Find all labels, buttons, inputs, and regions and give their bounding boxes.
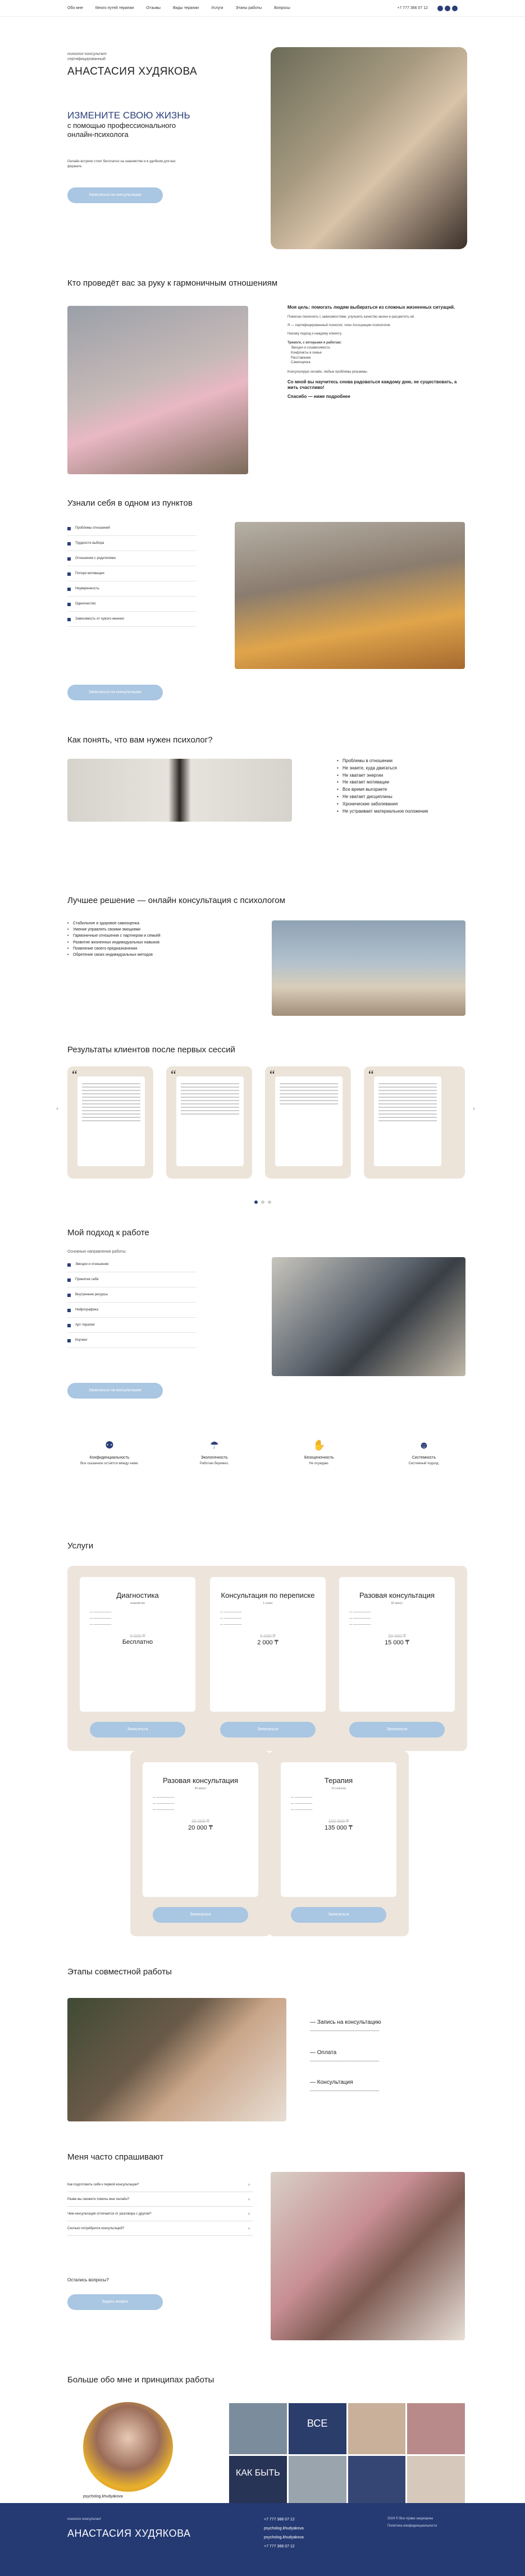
service-title: Диагностика <box>116 1591 159 1599</box>
value-item <box>382 1439 466 1466</box>
review-screenshot <box>77 1076 145 1166</box>
about-photo <box>67 306 248 474</box>
value-title: Конфиденциальность <box>89 1456 130 1460</box>
service-title: Разовая консультация <box>359 1591 435 1599</box>
faq-photo <box>271 2172 465 2340</box>
service-duration: 90 минут <box>194 1786 207 1790</box>
service-duration: 10 сеансов <box>331 1786 346 1790</box>
service-price: 135 000 ₸ <box>325 1824 353 1831</box>
service-old-price: 20 000 ₸ <box>388 1633 406 1639</box>
about-list-title: Тревоги, с которыми я работаю: <box>287 341 342 345</box>
step-label: Запись на консультацию <box>317 2019 381 2025</box>
about-list-item: Самооценка <box>291 361 311 365</box>
service-card: Терапия 10 сеансов — ───────── — ───────── — ───────── 150 000 ₸ 135 000 ₸ Записаться <box>268 1751 409 1936</box>
service-title: Разовая консультация <box>162 1776 239 1785</box>
sea-photo <box>272 920 465 1016</box>
service-card: Консультация по переписке 1 сеанс — ───────── — ───────── — ───────── 5 000 ₸ 2 000 ₸ Записаться <box>198 1566 338 1751</box>
service-button[interactable]: Записаться <box>90 1722 185 1738</box>
footer-name: АНАСТАСИЯ ХУДЯКОВА <box>67 2528 191 2539</box>
value-desc: Системный подход. <box>408 1462 440 1465</box>
section-title: Мой подход к работе <box>67 1228 149 1237</box>
quote-icon: “ <box>270 1067 275 1081</box>
list-item: • Умение управлять своими эмоциями <box>67 927 219 933</box>
values-row <box>67 1439 466 1466</box>
list-item: Трудности выбора <box>67 536 197 551</box>
faq-item[interactable] <box>67 2192 253 2207</box>
about-emph: Со мной вы научитесь снова радоваться каждому дню, не существовать, а жить счастливо! <box>287 379 457 390</box>
dot[interactable] <box>268 1200 271 1204</box>
about-p1: Помогаю покончить с зависимостями, улучшить качество жизни и расцветить её. <box>287 315 415 319</box>
list-item: Неуверенность <box>67 581 197 597</box>
list-item: • Развитие жизненных индивидуальных навыков <box>67 939 219 946</box>
hero-text: Онлайн-встречи стоят бесплатно на знакомстве и в удобном для вас формате. <box>67 160 176 168</box>
value-desc: Все сказанное остаётся между нами. <box>80 1462 139 1465</box>
service-price: 15 000 ₸ <box>385 1639 409 1646</box>
value-desc: Не осуждаю. <box>309 1462 330 1465</box>
step-label: Оплата <box>317 2049 337 2056</box>
hero-photo <box>271 47 467 249</box>
service-button[interactable]: Записаться <box>291 1907 386 1923</box>
plus-icon: + <box>247 2197 250 2202</box>
hero-cta-button[interactable]: Записаться на консультацию <box>67 187 163 203</box>
whatsapp-icon[interactable] <box>437 6 443 11</box>
service-card: Разовая консультация 90 минут — ───────── — ───────── — ───────── 25 000 ₸ 20 000 ₸ Записаться <box>130 1751 271 1936</box>
service-button[interactable]: Записаться <box>349 1722 445 1738</box>
approach-sub: Основные направления работы: <box>67 1250 127 1254</box>
list-item: Отношения с родителями <box>67 551 197 566</box>
service-title: Терапия <box>324 1776 353 1785</box>
plus-icon: + <box>247 2226 250 2231</box>
service-price: 2 000 ₸ <box>257 1639 279 1646</box>
step-title: — Запись на консультацию <box>310 2019 381 2025</box>
about-p4: Консультирую онлайн, любые проблемы решаемы. <box>287 370 368 374</box>
footer-legal <box>387 2515 437 2530</box>
footer-phone[interactable]: +7 777 366 07 12 <box>264 2518 295 2522</box>
step-label: Консультация <box>317 2079 353 2086</box>
about-p3: Нахожу подход к каждому клиенту. <box>287 332 343 336</box>
footer <box>0 2503 525 2576</box>
hand-icon: ✋ <box>313 1440 326 1451</box>
carousel-next-icon[interactable]: › <box>473 1104 475 1112</box>
privacy-link[interactable]: Политика конфиденциальности <box>387 2524 437 2528</box>
list-item: • Хронические заболевания <box>337 801 466 808</box>
service-card: Разовая консультация 60 минут — ───────── — ───────── — ───────── 20 000 ₸ 15 000 ₸ Записаться <box>327 1566 467 1751</box>
plus-icon: + <box>247 2182 250 2188</box>
review-card <box>166 1066 252 1179</box>
faq-question: Как подготовить себя к первой консультации? <box>67 2183 139 2187</box>
approach-cta-button[interactable]: Записаться на консультацию <box>67 1383 163 1399</box>
faq-item[interactable] <box>67 2178 253 2192</box>
service-duration: знакомство <box>130 1601 145 1605</box>
faq-question: Сколько потребуется консультаций? <box>67 2227 125 2230</box>
footer-email[interactable]: psycholog.khudyakova <box>264 2527 304 2531</box>
self-check-list <box>67 521 197 627</box>
list-item: • Не хватает мотивации <box>337 779 466 786</box>
step-title: — Оплата <box>310 2049 337 2056</box>
insta-post[interactable] <box>407 2403 465 2454</box>
nav-item[interactable]: Услуги <box>211 6 223 10</box>
list-item: • Обретение своих индивидуальных методов <box>67 952 219 958</box>
instagram-icon[interactable] <box>452 6 458 11</box>
about-sign: Спасибо — ниже подробнее <box>287 394 350 400</box>
benefits-list <box>67 920 219 958</box>
section-title: Этапы совместной работы <box>67 1967 172 1977</box>
service-price: 20 000 ₸ <box>188 1824 213 1831</box>
step-title: — Консультация <box>310 2079 353 2086</box>
nav-item[interactable]: Много путей терапии <box>95 6 134 10</box>
list-item: • Не устраивает материальное положение <box>337 808 466 815</box>
section-title: Услуги <box>67 1541 94 1551</box>
list-item: • Гармоничные отношения с партнером и семьёй <box>67 933 219 939</box>
value-item <box>67 1439 152 1466</box>
nav-item[interactable]: Этапы работы <box>235 6 262 10</box>
service-price: Бесплатно <box>122 1638 153 1645</box>
list-item: • Не хватает энергии <box>337 772 466 780</box>
nav-item[interactable]: Обо мне <box>67 6 83 10</box>
insta-post[interactable]: КАК БЫТЬ <box>229 2456 287 2503</box>
value-title: Экологичность <box>200 1456 228 1460</box>
service-duration: 1 сеанс <box>263 1601 273 1605</box>
about-list-item: Расставание <box>291 356 311 360</box>
list-item: • Не хватает дисциплины <box>337 794 466 801</box>
value-item <box>172 1439 257 1466</box>
list-item: Потеря мотивации <box>67 566 197 581</box>
review-screenshot <box>275 1076 343 1166</box>
faq-list <box>67 2178 253 2236</box>
value-item <box>277 1439 361 1466</box>
footer-contacts <box>264 2515 304 2551</box>
service-old-price: 150 000 ₸ <box>328 1818 349 1824</box>
list-item: • Стабильное и здоровое самооценка <box>67 920 219 927</box>
self-check-cta-button[interactable]: Записаться на консультацию <box>67 685 163 700</box>
list-item: Нейрографика <box>67 1303 197 1318</box>
review-screenshot <box>176 1076 244 1166</box>
hero-name: АНАСТАСИЯ ХУДЯКОВА <box>67 66 198 77</box>
list-item: • Все время выгораете <box>337 786 466 794</box>
section-title: Узнали себя в одном из пунктов <box>67 498 193 508</box>
service-button[interactable]: Записаться <box>220 1722 316 1738</box>
steps-photo <box>67 1998 286 2121</box>
insta-post[interactable] <box>407 2456 465 2503</box>
faq-item[interactable] <box>67 2207 253 2221</box>
section-title: Лучшее решение — онлайн консультация с психологом <box>67 896 285 905</box>
insta-post[interactable] <box>348 2403 406 2454</box>
review-card <box>364 1066 465 1179</box>
insta-post[interactable] <box>348 2456 406 2503</box>
footer-whatsapp[interactable]: +7 777 366 07 12 <box>264 2545 295 2549</box>
about-lead: Моя цель: помогать людям выбираться из сложных жизненных ситуаций. <box>287 305 455 310</box>
footer-instagram[interactable]: psycholog.khudyakova <box>264 2536 304 2540</box>
about-list-item: Конфликты в семье <box>291 351 322 355</box>
section-title: Результаты клиентов после первых сессий <box>67 1045 235 1055</box>
plus-icon: + <box>247 2211 250 2217</box>
insta-handle[interactable]: psycholog.khudyakova <box>83 2495 123 2499</box>
service-old-price: 25 000 ₸ <box>191 1818 209 1824</box>
list-item: Одиночество <box>67 597 197 612</box>
faq-question: Разве вы сможете помочь мне онлайн? <box>67 2198 130 2201</box>
review-card <box>67 1066 153 1179</box>
hero-heading: ИЗМЕНИТЕ СВОЮ ЖИЗНЬ <box>67 110 190 121</box>
service-button[interactable]: Записаться <box>153 1907 248 1923</box>
list-item: Принятие себя <box>67 1272 197 1287</box>
about-p2: Я — сертифицированный психолог, член Ассоциации психологов. <box>287 324 391 328</box>
people-icon: ⚉ <box>104 1440 115 1451</box>
nav-phone[interactable]: +7 777 366 07 12 <box>397 6 428 10</box>
section-title: Больше обо мне и принципах работы <box>67 2375 214 2385</box>
insta-post[interactable]: ВСЕ <box>289 2403 346 2454</box>
list-item: • Появление своего предназначения <box>67 946 219 952</box>
steps-list: — Запись на консультацию ───────────────────────────── — Оплата ───────────────────────────── — Консультация ───────────────────────────── <box>310 2019 465 2094</box>
insta-grid <box>229 2403 465 2503</box>
faq-item[interactable] <box>67 2221 253 2236</box>
service-old-price: 5 000 ₸ <box>260 1633 276 1639</box>
faq-more-label: Остались вопросы? <box>67 2277 109 2282</box>
dot[interactable] <box>261 1200 264 1204</box>
insta-post[interactable] <box>229 2403 287 2454</box>
nav-item[interactable]: Отзывы <box>146 6 161 10</box>
list-item: • Не знаете, куда двигаться <box>337 765 466 772</box>
hands-photo <box>67 759 292 822</box>
carousel-dots <box>253 1197 273 1207</box>
service-duration: 60 минут <box>391 1601 403 1605</box>
umbrella-icon: ☂ <box>209 1440 219 1451</box>
service-title: Консультация по переписке <box>221 1591 315 1599</box>
nav-item[interactable]: Виды терапии <box>172 6 199 10</box>
approach-list <box>67 1257 197 1348</box>
telegram-icon[interactable] <box>445 6 450 11</box>
top-nav <box>0 0 525 17</box>
list-item: Зависимость от чужого мнения <box>67 612 197 627</box>
value-title: Безоценочность <box>304 1456 334 1460</box>
list-item: Внутренние ресурсы <box>67 1287 197 1303</box>
value-desc: Работаю бережно. <box>199 1462 229 1465</box>
person-icon: ☻ <box>418 1440 430 1451</box>
section-title: Кто проведёт вас за руку к гармоничным отношениям <box>67 278 278 288</box>
list-item: Коучинг <box>67 1333 197 1348</box>
footer-subtitle: психолог-консультант <box>67 2518 102 2521</box>
value-title: Системность <box>412 1456 436 1460</box>
interior-photo <box>272 1257 465 1376</box>
section-title: Как понять, что вам нужен психолог? <box>67 735 213 745</box>
nav-item[interactable]: Вопросы <box>274 6 290 10</box>
about-list-item: Эмоции и созависимость <box>291 346 331 350</box>
review-card <box>265 1066 351 1179</box>
hero-subtitle: психолог-консультант сертифицированный <box>67 52 107 62</box>
signs-list <box>337 758 466 815</box>
list-item: Эмоции и отношения <box>67 1257 197 1272</box>
list-item: Арт-терапия <box>67 1318 197 1333</box>
avatar <box>83 2402 173 2492</box>
faq-question: Чем консультация отличается от разговора с другом? <box>67 2212 152 2216</box>
flowers-photo <box>235 522 465 669</box>
list-item: Проблемы отношений <box>67 521 197 536</box>
ask-question-button[interactable]: Задать вопрос <box>67 2294 163 2310</box>
review-screenshot <box>374 1076 441 1166</box>
service-old-price: 9 000 ₸ <box>130 1633 145 1639</box>
section-title: Меня часто спрашивают <box>67 2152 164 2162</box>
list-item: • Проблемы в отношении <box>337 758 466 765</box>
service-card: Диагностика знакомство — ───────── — ───────── — ───────── 9 000 ₸ Бесплатно Записаться <box>67 1566 208 1751</box>
copyright: 2024 © Все права защищены <box>387 2517 433 2520</box>
dot-active[interactable] <box>254 1200 258 1204</box>
quote-icon: “ <box>171 1067 176 1081</box>
quote-icon: “ <box>72 1067 77 1081</box>
hero-subheading: с помощью профессионального онлайн-психолога <box>67 121 176 139</box>
carousel-prev-icon[interactable]: ‹ <box>56 1104 58 1112</box>
insta-post[interactable] <box>289 2456 346 2503</box>
quote-icon: “ <box>368 1067 374 1081</box>
